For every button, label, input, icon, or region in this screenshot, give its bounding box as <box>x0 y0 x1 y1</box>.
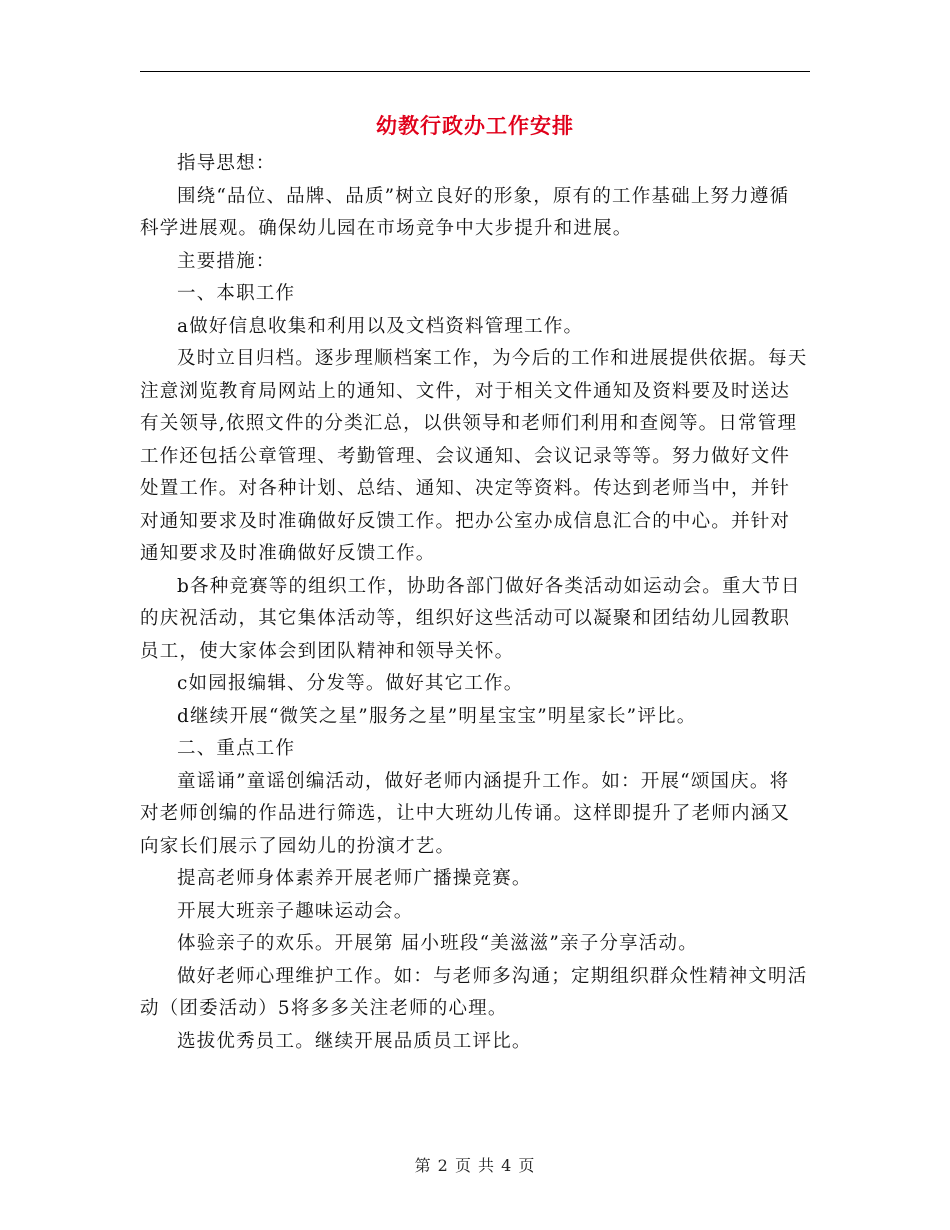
paragraph-measures-heading: 主要措施： <box>177 250 276 272</box>
paragraph-staff-selection: 选拔优秀员工。继续开展品质员工评比。 <box>177 1030 532 1052</box>
section-heading-key-work: 二、重点工作 <box>177 738 296 759</box>
document-body <box>140 148 808 1058</box>
paragraph-guiding-heading: 指导思想： <box>177 153 276 174</box>
paragraph-sharing-activity: 体验亲子的欢乐。开展第 届小班段“美滋滋”亲子分享活动。 <box>177 933 698 954</box>
paragraph-nursery-rhymes: 童谣诵”童谣创编活动，做好老师内涵提升工作。如：开展“颂国庆。将对老师创编的作品进行筛选，让中大班幼儿传诵。这样即提升了老师内涵又向家长们展示了园幼儿的扮演才艺。 <box>140 770 791 857</box>
paragraph-item-c: c如园报编辑、分发等。做好其它工作。 <box>177 673 524 694</box>
paragraph-item-b: b各种竞赛等的组织工作，协助各部门做好各类活动如运动会。重大节日的庆祝活动，其它集体活动等，组织好这些活动可以凝聚和团结幼儿园教职员工，使大家体会到团队精神和领导关怀。 <box>140 575 801 662</box>
document-title: 幼教行政办工作安排 <box>376 113 574 138</box>
header-rule <box>140 71 810 72</box>
paragraph-mental-care: 做好老师心理维护工作。如：与老师多沟通；定期组织群众性精神文明活动（团委活动）5将多多关注老师的心理。 <box>140 965 808 1019</box>
paragraph-sports-meet: 开展大班亲子趣味运动会。 <box>177 900 414 922</box>
paragraph-item-a: a做好信息收集和利用以及文档资料管理工作。 <box>177 315 584 337</box>
paragraph-exercise-contest: 提高老师身体素养开展老师广播操竞赛。 <box>177 868 532 889</box>
paragraph-archiving: 及时立目归档。逐步理顺档案工作，为今后的工作和进展提供依据。每天注意浏览教育局网站上的通知、文件，对于相关文件通知及资料要及时送达有关领导,依照文件的分类汇总，以供领导和老师们利用和查阅等。日常管理工作还包括公章管理、考勤管理、会议通知、会议记录等等。努力做好文件处置工作。对各种计划、总结、通知、决定等资料。传达到老师当中，并针对通知要求及时准确做好反馈工作。把办公室办成信息汇合的中心。并针对通知要求及时准确做好反馈工作。 <box>140 348 808 564</box>
section-heading-duties: 一、本职工作 <box>177 283 296 304</box>
paragraph-guiding-text: 围绕“品位、品牌、品质”树立良好的形象，原有的工作基础上努力遵循科学进展观。确保幼儿园在市场竞争中大步提升和进展。 <box>140 185 790 239</box>
paragraph-item-d: d继续开展“微笑之星”服务之星”明星宝宝”明星家长”评比。 <box>177 705 697 727</box>
page-number: 第 2 页 共 4 页 <box>414 1156 536 1175</box>
